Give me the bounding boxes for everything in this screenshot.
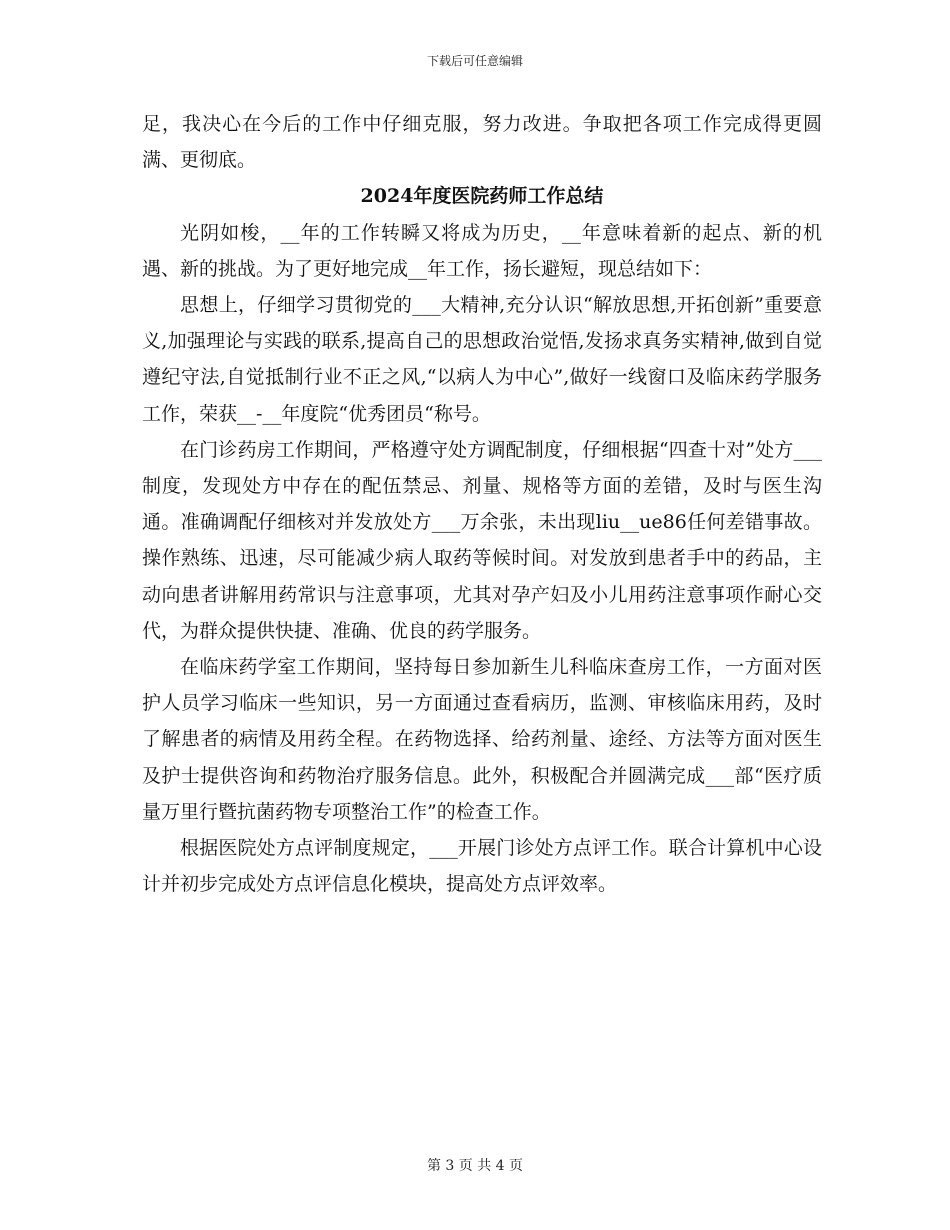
paragraph-ideology: 思想上，仔细学习贯彻党的___大精神,充分认识“解放思想,开拓创新”重要意义,加强理论与实践的联系,提高自己的思想政治觉悟,发扬求真务实精神,做到自觉遵纪守法,自觉抵制行业不正之风,“以病人为中心”,做好一线窗口及临床药学服务工作，荣获__-__年度院“优秀团员“称号。 [142, 294, 822, 425]
paragraph-clinical-pharmacy: 在临床药学室工作期间，坚持每日参加新生儿科临床查房工作，一方面对医护人员学习临床一些知识，另一方面通过查看病历，监测、审核临床用药，及时了解患者的病情及用药全程。在药物选择、给药剂量、途经、方法等方面对医生及护士提供咨询和药物治疗服务信息。此外，积极配合并圆满完成___部“医疗质量万里行暨抗菌药物专项整治工作”的检查工作。 [142, 656, 822, 823]
paragraph-intro: 光阴如梭，__年的工作转瞬又将成为历史，__年意味着新的起点、新的机遇、新的挑战。为了更好地完成__年工作，扬长避短，现总结如下： [142, 221, 822, 280]
page-header: 下载后可任意编辑 [426, 54, 523, 68]
document-body [142, 106, 822, 902]
paragraph-outpatient-pharmacy: 在门诊药房工作期间，严格遵守处方调配制度，仔细根据“四查十对”处方___制度，发现处方中存在的配伍禁忌、剂量、规格等方面的差错，及时与医生沟通。准确调配仔细核对并发放处方___万余张，未出现liu__ue86任何差错事故。操作熟练、迅速，尽可能减少病人取药等候时间。对发放到患者手中的药品，主动向患者讲解用药常识与注意事项，尤其对孕产妇及小儿用药注意事项作耐心交代，为群众提供快捷、准确、优良的药学服务。 [142, 438, 822, 642]
paragraph-prescription-review: 根据医院处方点评制度规定，___开展门诊处方点评工作。联合计算机中心设计并初步完成处方点评信息化模块，提高处方点评效率。 [142, 837, 822, 896]
document-title: 2024年度医院药师工作总结 [360, 185, 604, 208]
page-footer: 第 3 页 共 4 页 [426, 1158, 524, 1174]
continuation-paragraph: 足，我决心在今后的工作中仔细克服，努力改进。争取把各项工作完成得更圆满、更彻底。 [142, 113, 822, 172]
